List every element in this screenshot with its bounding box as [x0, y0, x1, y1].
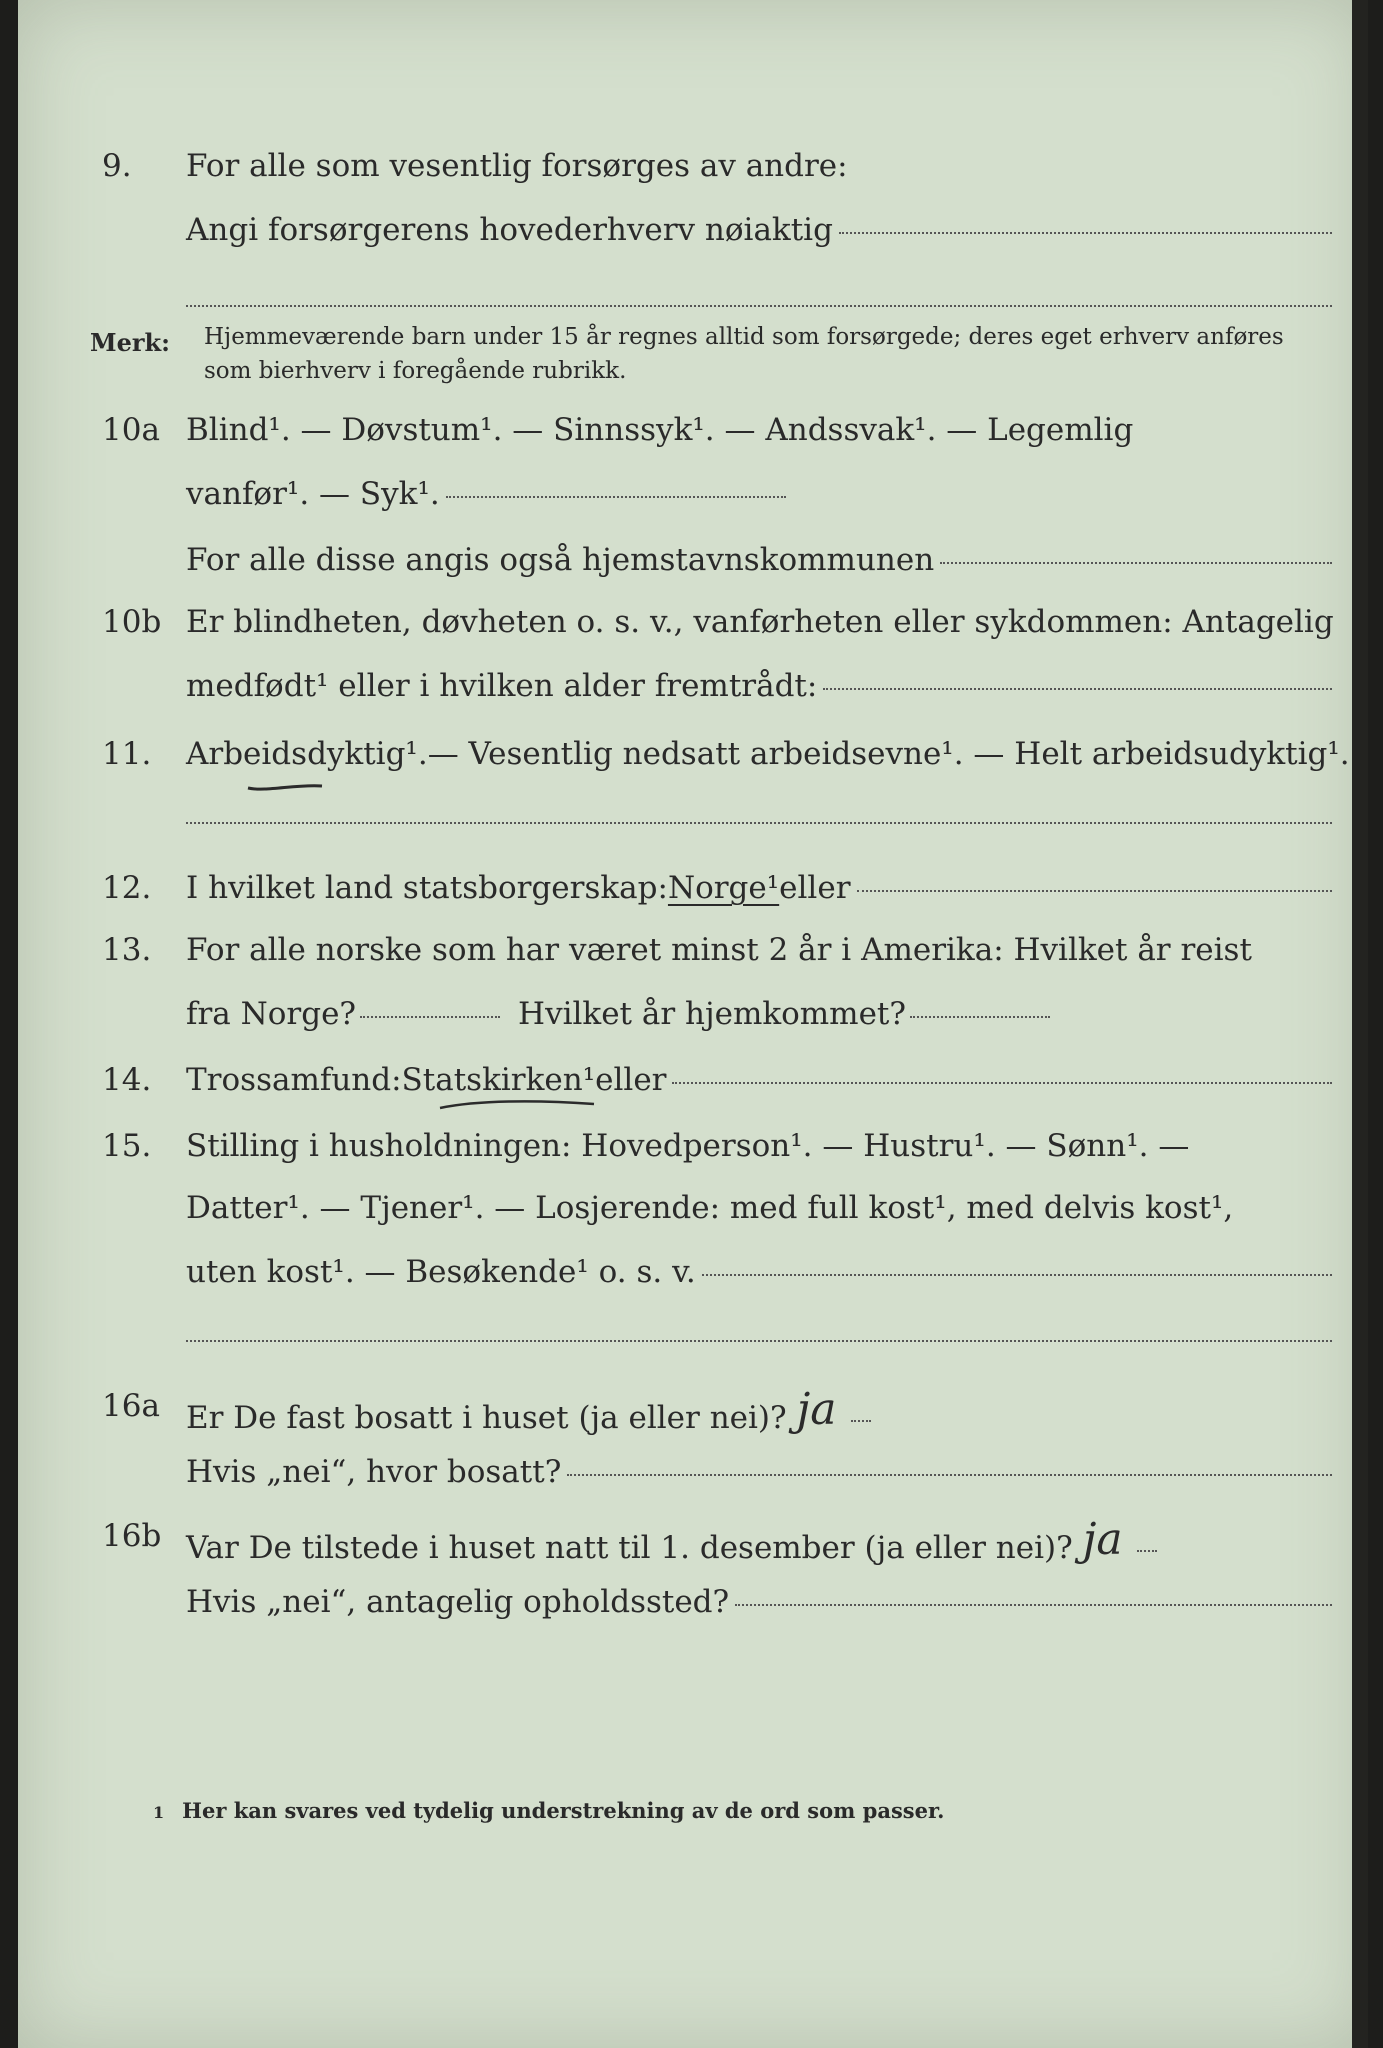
q15-text1: Stilling i husholdningen: Hovedperson¹. — Hustru¹. — Sønn¹. —	[186, 1128, 1190, 1164]
q13-reist-line[interactable]	[360, 1016, 500, 1018]
q9-answer-line[interactable]	[839, 232, 1332, 234]
q15-line2	[186, 1190, 1332, 1226]
q11-option-arbeidsdyktig[interactable]: Arbeidsdyktig¹.	[186, 736, 428, 772]
q14-suffix: eller	[595, 1062, 667, 1098]
q14-option-statskirken[interactable]: Statskirken¹	[401, 1062, 596, 1098]
q16b-answer-line	[1137, 1550, 1157, 1552]
q16a-text2: Hvis „nei“, hvor bosatt?	[186, 1454, 562, 1490]
q10a-text1: Blind¹. — Døvstum¹. — Sinnssyk¹. — Andssvak¹. — Legemlig	[186, 412, 1134, 448]
q13-number: 13.	[102, 932, 152, 968]
q16b-answer[interactable]: ja	[1082, 1514, 1123, 1565]
q13-text1: For alle norske som har været minst 2 år i Amerika: Hvilket år reist	[186, 932, 1252, 968]
q10a-text2: vanfør¹. — Syk¹.	[186, 476, 440, 512]
q12-option-norge[interactable]: Norge¹	[667, 870, 780, 906]
q12-prefix: I hvilket land statsborgerskap:	[186, 870, 668, 906]
q16a-line2	[186, 1454, 1332, 1490]
q11-number: 11.	[102, 736, 152, 772]
q16a-number: 16a	[102, 1388, 160, 1424]
q9-number: 9.	[102, 148, 132, 184]
q10a-number: 10a	[102, 412, 160, 448]
q9-answer-line2[interactable]	[186, 305, 1332, 307]
merk-label: Merk:	[90, 328, 170, 357]
q12-number: 12.	[102, 870, 152, 906]
q10a-line3	[186, 542, 1332, 578]
q11-line	[186, 736, 1350, 772]
q10b-line2	[186, 668, 1332, 704]
q14-number: 14.	[102, 1062, 152, 1098]
q14-answer-line[interactable]	[672, 1082, 1332, 1084]
q15-line1	[186, 1128, 1332, 1164]
q16a-bosatt-line[interactable]	[567, 1474, 1332, 1476]
footnote-text: Her kan svares ved tydelig understrekning av de ord som passer.	[182, 1798, 945, 1823]
q14-prefix: Trossamfund:	[186, 1062, 402, 1098]
q16a-line1	[186, 1384, 1332, 1439]
q16b-line2	[186, 1584, 1332, 1620]
q16b-line1	[186, 1514, 1332, 1569]
q10a-line2	[186, 476, 1332, 512]
q15-line3	[186, 1254, 1332, 1290]
q15-text2: Datter¹. — Tjener¹. — Losjerende: med full kost¹, med delvis kost¹,	[186, 1190, 1234, 1226]
q14-line	[186, 1062, 1332, 1098]
q9-line2	[186, 212, 1332, 248]
q9-line1	[186, 148, 1332, 184]
q13-line1	[186, 932, 1332, 968]
q16b-text2: Hvis „nei“, antagelig opholdssted?	[186, 1584, 730, 1620]
q13-text2b: Hvilket år hjemkommet?	[518, 996, 907, 1032]
q9-text2: Angi forsørgerens hovederhverv nøiaktig	[186, 212, 833, 248]
q12-suffix: eller	[779, 870, 851, 906]
q13-line2	[186, 996, 1332, 1032]
q13-text2a: fra Norge?	[186, 996, 357, 1032]
q15-answer-line[interactable]	[702, 1274, 1332, 1276]
q10a-text3: For alle disse angis også hjemstavnskommunen	[186, 542, 935, 578]
q10a-answer-line[interactable]	[446, 496, 786, 498]
q16a-answer[interactable]: ja	[796, 1384, 837, 1435]
q14-handmark	[438, 1098, 598, 1112]
q16b-opholdssted-line[interactable]	[735, 1604, 1332, 1606]
q10b-text2: medfødt¹ eller i hvilken alder fremtrådt:	[186, 668, 818, 704]
footnote	[153, 1798, 944, 1823]
footnote-marker: 1	[153, 1803, 165, 1822]
q10b-line1	[186, 604, 1332, 640]
merk-text: Hjemmeværende barn under 15 år regnes alltid som forsørgede; deres eget erhverv anføres som bierhverv i foregående rubrikk.	[204, 324, 1284, 384]
q11-rest: — Vesentlig nedsatt arbeidsevne¹. — Helt arbeidsudyktig¹.	[427, 736, 1350, 772]
census-form-page	[18, 0, 1368, 2048]
q15-number: 15.	[102, 1128, 152, 1164]
q13-hjemkommet-line[interactable]	[910, 1016, 1050, 1018]
q16a-answer-line	[851, 1420, 871, 1422]
q12-line	[186, 870, 1332, 906]
q11-handmark	[246, 780, 326, 794]
q10a-line1	[186, 412, 1332, 448]
q12-answer-line[interactable]	[857, 890, 1332, 892]
q16b-number: 16b	[102, 1518, 162, 1554]
q16b-text1: Var De tilstede i huset natt til 1. desember (ja eller nei)?	[186, 1530, 1073, 1566]
q15-answer-line2[interactable]	[186, 1340, 1332, 1342]
q16a-text1: Er De fast bosatt i huset (ja eller nei)?	[186, 1400, 787, 1436]
q10a-hjemstavn-line[interactable]	[940, 562, 1332, 564]
q10b-number: 10b	[102, 604, 162, 640]
q11-answer-line[interactable]	[186, 822, 1332, 824]
q9-text1: For alle som vesentlig forsørges av andre:	[186, 148, 848, 184]
q15-text3: uten kost¹. — Besøkende¹ o. s. v.	[186, 1254, 696, 1290]
q10b-text1: Er blindheten, døvheten o. s. v., vanførheten eller sykdommen: Antagelig	[186, 604, 1334, 640]
q10b-answer-line[interactable]	[823, 688, 1332, 690]
scan-edge	[1352, 0, 1368, 2048]
